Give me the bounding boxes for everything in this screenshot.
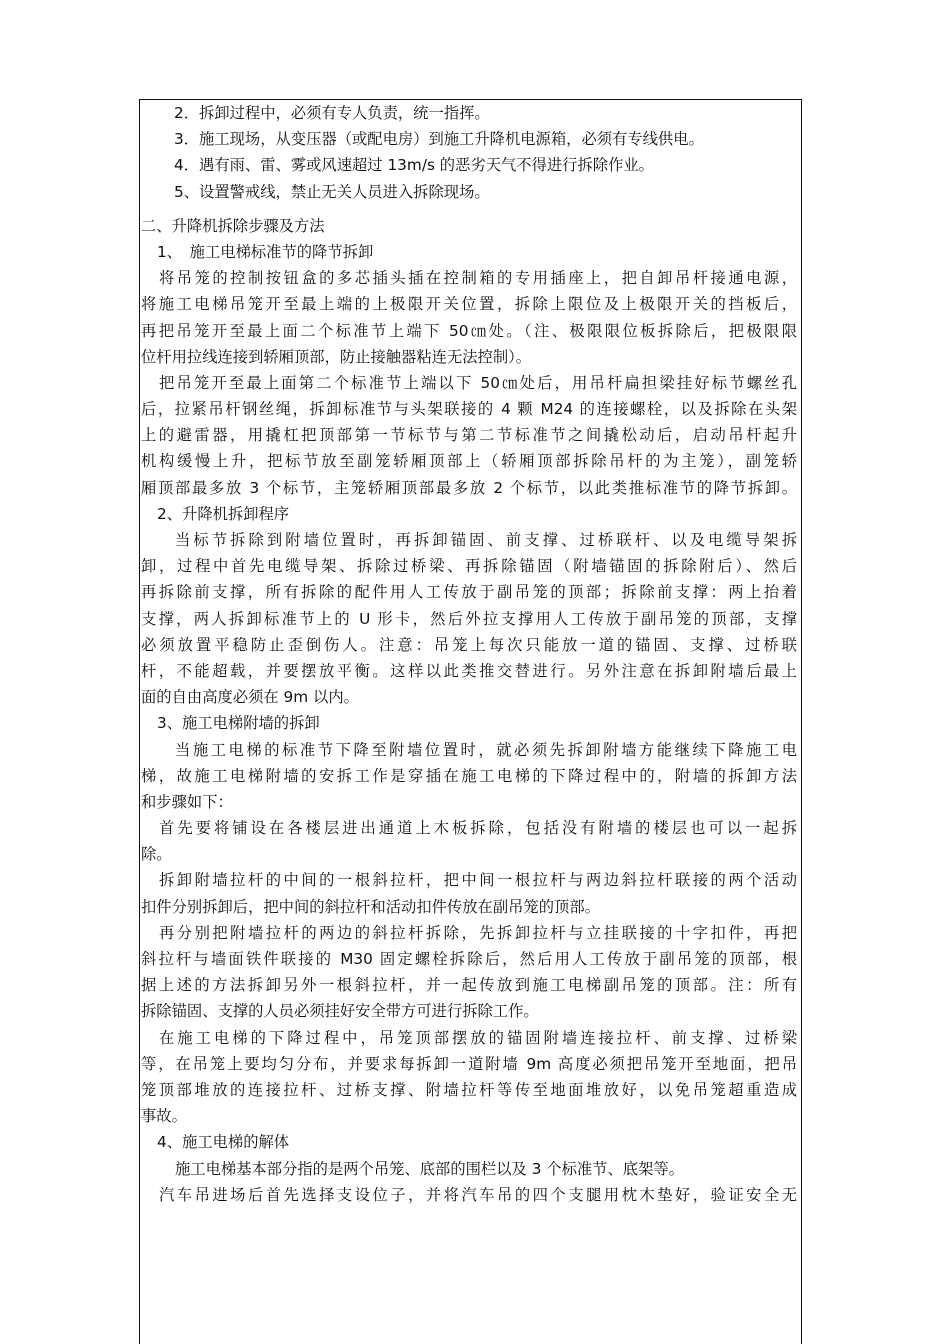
text-line: 再分别把附墙拉杆的两边的斜拉杆拆除，先拆卸拉杆与立挂联接的十字扣件，再把 <box>159 923 797 942</box>
text-line: 汽车吊进场后首先选择支设位子，并将汽车吊的四个支腿用枕木垫好，验证安全无 <box>159 1185 797 1204</box>
text-line: 厢顶部最多放 3 个标节，主笼轿厢顶部最多放 2 个标节，以此类推标准节的降节拆卸。 <box>141 478 797 497</box>
text-line: 首先要将铺设在各楼层进出通道上木板拆除，包括没有附墙的楼层也可以一起拆 <box>159 819 797 838</box>
text-line: 必须放置平稳防止歪倒伤人。注意：吊笼上每次只能放一道的锚固、支撑、过桥联 <box>141 635 797 654</box>
text-line: 当施工电梯的标准节下降至附墙位置时，就必须先拆卸附墙方能继续下降施工电 <box>175 740 797 759</box>
section-heading: 二、升降机拆除步骤及方法 <box>141 216 325 235</box>
text-line: 杆，不能超载，并要摆放平衡。这样以此类推交替进行。另外注意在拆卸附墙后最上 <box>141 661 797 680</box>
text-line: 将吊笼的控制按钮盒的多芯插头插在控制箱的专用插座上，把自卸吊杆接通电源， <box>159 269 797 288</box>
subsection-heading: 4、施工电梯的解体 <box>157 1133 290 1152</box>
text-line: 再把吊笼开至最上面二个标准节上端下 50㎝处。（注、极限限位板拆除后，把极限限 <box>141 321 797 340</box>
subsection-heading: 2、升降机拆卸程序 <box>157 504 290 523</box>
text-line: 除。 <box>141 845 172 864</box>
text-line: 和步骤如下： <box>141 792 233 811</box>
text-line: 事故。 <box>141 1107 187 1126</box>
text-line: 后，拉紧吊杆钢丝绳，拆卸标准节与头架联接的 4 颗 M24 的连接螺栓，以及拆除在头架 <box>141 400 797 419</box>
text-line: 位杆用拉线连接到轿厢顶部，防止接触器粘连无法控制）。 <box>141 347 532 366</box>
text-line: 当标节拆除到附墙位置时，再拆卸锚固、前支撑、过桥联杆、以及电缆导架拆 <box>175 531 797 549</box>
text-line: 据上述的方法拆卸另外一根斜拉杆，并一起传放到施工电梯副吊笼的顶部。注：所有 <box>141 976 797 995</box>
text-line: 4．遇有雨、雷、雾或风速超过 13m/s 的恶劣天气不得进行拆除作业。 <box>174 156 654 175</box>
text-line: 拆卸附墙拉杆的中间的一根斜拉杆，把中间一根拉杆与两边斜拉杆联接的两个活动 <box>159 871 797 890</box>
text-line: 面的自由高度必须在 9m 以内。 <box>141 688 359 707</box>
text-line: 斜拉杆与墙面铁件联接的 M30 固定螺栓拆除后，然后用人工传放于副吊笼的顶部，根 <box>141 950 797 968</box>
subsection-heading: 3、施工电梯附墙的拆卸 <box>157 714 320 733</box>
text-line: 机构缓慢上升，把标节放至副笼轿厢顶部上（轿厢顶部拆除吊杆的为主笼），副笼轿 <box>141 452 797 471</box>
text-line: 等，在吊笼上要均匀分布，并要求每拆卸一道附墙 9m 高度必须把吊笼开至地面，把吊 <box>141 1054 797 1073</box>
subsection-heading: 1、 施工电梯标准节的降节拆卸 <box>157 242 374 261</box>
text-line: 支撑，两人拆卸标准节上的 U 形卡，然后外拉支撑用人工传放于副吊笼的顶部，支撑 <box>141 609 797 628</box>
text-line: 再拆除前支撑，所有拆除的配件用人工传放于副吊笼的顶部；拆除前支撑：两上抬着 <box>141 583 797 602</box>
text-line: 扣件分别拆卸后，把中间的斜拉杆和活动扣件传放在副吊笼的顶部。 <box>141 897 600 916</box>
text-line: 在施工电梯的下降过程中，吊笼顶部摆放的锚固附墙连接拉杆、前支撑、过桥梁 <box>159 1028 797 1047</box>
text-line: 上的避雷器，用撬杠把顶部第一节标节与第二节标准节之间撬松动后，启动吊杆起升 <box>141 426 797 445</box>
text-line: 拆除锚固、支撑的人员必须挂好安全带方可进行拆除工作。 <box>141 1002 539 1021</box>
text-line: 卸，过程中首先电缆导架、拆除过桥梁、再拆除锚固（附墙锚固的拆除附后）、然后 <box>141 557 797 576</box>
document-body <box>141 100 797 1208</box>
text-line: 把吊笼开至最上面第二个标准节上端以下 50㎝处后，用吊杆扁担梁挂好标节螺丝孔 <box>159 373 797 392</box>
text-line: 将施工电梯吊笼开至最上端的上极限开关位置，拆除上限位及上极限开关的挡板后， <box>141 295 797 314</box>
text-line: 笼顶部堆放的连接拉杆、过桥支撑、附墙拉杆等传至地面堆放好，以免吊笼超重造成 <box>141 1080 797 1099</box>
text-line: 5、设置警戒线，禁止无关人员进入拆除现场。 <box>174 182 490 201</box>
text-line: 梯，故施工电梯附墙的安拆工作是穿插在施工电梯的下降过程中的，附墙的拆卸方法 <box>141 766 797 785</box>
text-line: 3．施工现场，从变压器（或配电房）到施工升降机电源箱，必须有专线供电。 <box>174 130 704 149</box>
text-line: 2．拆卸过程中，必须有专人负责，统一指挥。 <box>174 104 490 122</box>
text-line: 施工电梯基本部分指的是两个吊笼、底部的围栏以及 3 个标准节、底架等。 <box>175 1159 684 1178</box>
